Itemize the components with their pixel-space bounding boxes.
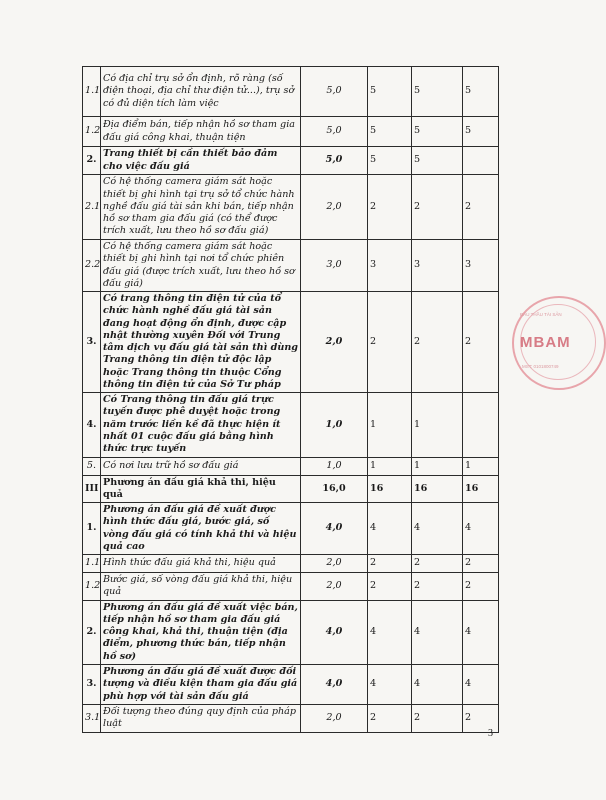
max-score: 5,0	[301, 147, 368, 175]
max-score: 1,0	[301, 393, 368, 457]
table-row	[83, 503, 499, 555]
max-score: 2,0	[301, 704, 368, 732]
row-number: 3.	[83, 664, 101, 704]
score-column-3: 5	[463, 67, 499, 117]
criterion-text: Có hệ thống camera giám sát hoặc thiết bị ghi hình tại nơi tổ chức phiên đấu giá (được trích xuất, lưu theo hồ sơ đấu giá)	[101, 240, 301, 292]
max-score: 5,0	[301, 67, 368, 117]
score-column-2: 5	[412, 117, 463, 147]
criterion-text: Có trang thông tin điện tử của tổ chức hành nghề đấu giá tài sản đang hoạt động ổn định, được cập nhật thường xuyên Đối với Trung tâm dịch vụ đấu giá tài sản thì dùng Trang thông tin điện tử độc lập hoặc Trang thông tin thuộc Cổng thông tin điện tử của Sở Tư pháp	[101, 292, 301, 393]
criterion-text: Phương án đấu giá khả thi, hiệu quả	[101, 475, 301, 503]
criterion-text: Trang thiết bị cần thiết bảo đảm cho việc đấu giá	[101, 147, 301, 175]
score-column-1: 4	[368, 600, 412, 664]
score-column-2: 1	[412, 457, 463, 475]
row-number: 3.1	[83, 704, 101, 732]
score-column-3: 1	[463, 457, 499, 475]
score-column-2: 2	[412, 175, 463, 240]
max-score: 16,0	[301, 475, 368, 503]
row-number: III	[83, 475, 101, 503]
row-number: 1.2	[83, 573, 101, 601]
table-row	[83, 457, 499, 475]
score-column-1: 2	[368, 555, 412, 573]
criterion-text: Đối tượng theo đúng quy định của pháp luật	[101, 704, 301, 732]
criterion-text: Phương án đấu giá đề xuất việc bán, tiếp nhận hồ sơ tham gia đấu giá công khai, khả thi, thuận tiện (địa điểm, phương thức bán, tiếp nhận hồ sơ)	[101, 600, 301, 664]
score-column-1: 5	[368, 67, 412, 117]
score-column-2: 2	[412, 555, 463, 573]
max-score: 2,0	[301, 573, 368, 601]
max-score: 3,0	[301, 240, 368, 292]
score-column-2: 1	[412, 393, 463, 457]
score-column-1: 1	[368, 393, 412, 457]
max-score: 2,0	[301, 292, 368, 393]
max-score: 4,0	[301, 664, 368, 704]
row-number: 1.	[83, 503, 101, 555]
row-number: 1.2	[83, 117, 101, 147]
seal-top-text: ĐẤU THẦU TÀI SẢN	[520, 312, 562, 317]
max-score: 2,0	[301, 175, 368, 240]
score-column-3: 5	[463, 117, 499, 147]
score-column-1: 16	[368, 475, 412, 503]
score-column-1: 2	[368, 175, 412, 240]
row-number: 1.1	[83, 555, 101, 573]
score-column-2: 2	[412, 704, 463, 732]
row-number: 2.	[83, 147, 101, 175]
row-number: 1.1	[83, 67, 101, 117]
score-column-2: 4	[412, 600, 463, 664]
seal-middle-text: MBAM	[520, 334, 571, 351]
criterion-text: Có nơi lưu trữ hồ sơ đấu giá	[101, 457, 301, 475]
max-score: 4,0	[301, 600, 368, 664]
max-score: 5,0	[301, 117, 368, 147]
score-column-1: 4	[368, 503, 412, 555]
table-row	[83, 147, 499, 175]
score-column-2: 4	[412, 664, 463, 704]
criterion-text: Có địa chỉ trụ sở ổn định, rõ ràng (số điện thoại, địa chỉ thư điện tử...), trụ sở có đủ diện tích làm việc	[101, 67, 301, 117]
criterion-text: Hình thức đấu giá khả thi, hiệu quả	[101, 555, 301, 573]
score-column-1: 2	[368, 292, 412, 393]
criterion-text: Phương án đấu giá đề xuất được đối tượng và điều kiện tham gia đấu giá phù hợp với tài sản đấu giá	[101, 664, 301, 704]
table-row	[83, 117, 499, 147]
score-column-1: 5	[368, 117, 412, 147]
page-number: 3	[488, 728, 493, 739]
score-column-2: 5	[412, 67, 463, 117]
score-column-1: 2	[368, 704, 412, 732]
criterion-text: Bước giá, số vòng đấu giá khả thi, hiệu quả	[101, 573, 301, 601]
table-row	[83, 600, 499, 664]
score-column-1: 3	[368, 240, 412, 292]
score-column-2: 4	[412, 503, 463, 555]
row-number: 5.	[83, 457, 101, 475]
score-column-1: 2	[368, 573, 412, 601]
score-column-2: 5	[412, 147, 463, 175]
table-row	[83, 475, 499, 503]
max-score: 2,0	[301, 555, 368, 573]
criterion-text: Có Trang thông tin đấu giá trực tuyến được phê duyệt hoặc trong năm trước liền kề đã thực hiện ít nhất 01 cuộc đấu giá bằng hình thức trực tuyến	[101, 393, 301, 457]
table-row	[83, 240, 499, 292]
criterion-text: Có hệ thống camera giám sát hoặc thiết bị ghi hình tại trụ sở tổ chức hành nghề đấu giá tài sản khi bán, tiếp nhận hồ sơ tham gia đấu giá (có thể được trích xuất, lưu theo hồ sơ đấu giá)	[101, 175, 301, 240]
table-row	[83, 704, 499, 732]
table-row	[83, 67, 499, 117]
score-column-2: 3	[412, 240, 463, 292]
table-row	[83, 555, 499, 573]
score-column-1: 4	[368, 664, 412, 704]
criterion-text: Địa điểm bán, tiếp nhận hồ sơ tham gia đấu giá công khai, thuận tiện	[101, 117, 301, 147]
score-column-3: 4	[463, 664, 499, 704]
table-row	[83, 393, 499, 457]
row-number: 3.	[83, 292, 101, 393]
score-column-3	[463, 147, 499, 175]
score-column-3: 4	[463, 503, 499, 555]
score-column-3: 2	[463, 292, 499, 393]
score-column-3: 16	[463, 475, 499, 503]
row-number: 4.	[83, 393, 101, 457]
score-column-2: 2	[412, 292, 463, 393]
score-column-2: 2	[412, 573, 463, 601]
criteria-table	[82, 66, 499, 733]
max-score: 4,0	[301, 503, 368, 555]
score-column-1: 5	[368, 147, 412, 175]
table-row	[83, 175, 499, 240]
score-column-3: 2	[463, 573, 499, 601]
company-seal	[512, 296, 606, 390]
score-column-3: 2	[463, 555, 499, 573]
max-score: 1,0	[301, 457, 368, 475]
row-number: 2.2	[83, 240, 101, 292]
row-number: 2.	[83, 600, 101, 664]
row-number: 2.1	[83, 175, 101, 240]
table-row	[83, 292, 499, 393]
score-column-1: 1	[368, 457, 412, 475]
score-column-3: 3	[463, 240, 499, 292]
score-column-2: 16	[412, 475, 463, 503]
table-row	[83, 573, 499, 601]
score-column-3	[463, 393, 499, 457]
score-column-3: 4	[463, 600, 499, 664]
score-column-3: 2	[463, 704, 499, 732]
seal-bottom-text: MST: 0101800749	[522, 364, 559, 369]
criterion-text: Phương án đấu giá đề xuất được hình thức đấu giá, bước giá, số vòng đấu giá có tính khả thi và hiệu quả cao	[101, 503, 301, 555]
score-column-3: 2	[463, 175, 499, 240]
table-row	[83, 664, 499, 704]
